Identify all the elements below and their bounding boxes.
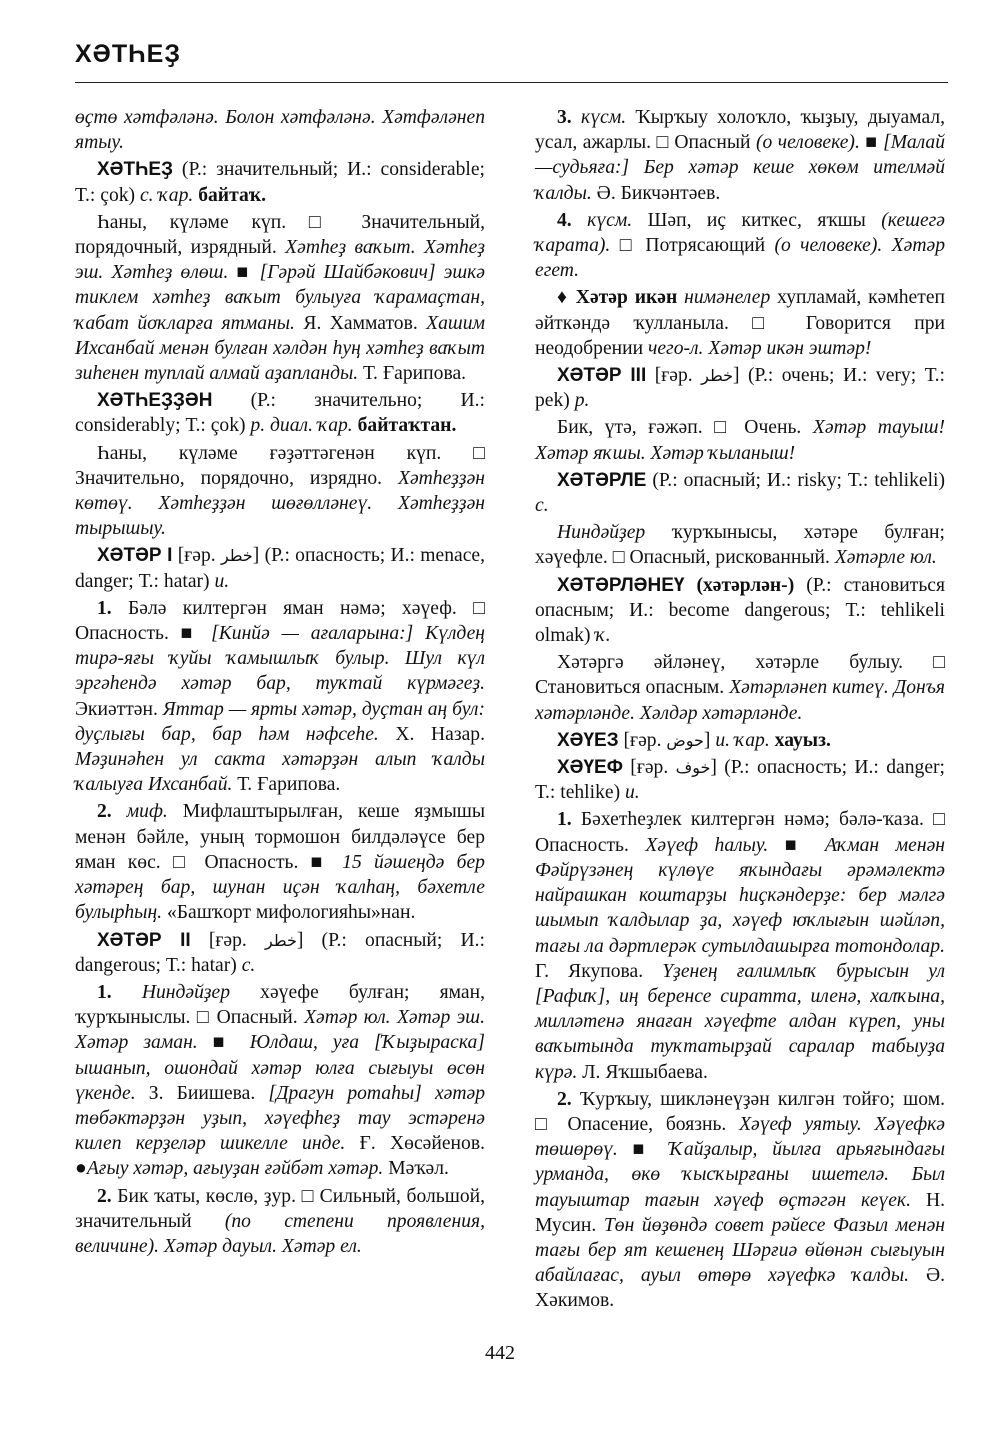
right-column-entry-4: ХӘТӘР III [ғәр. خطر] (Р.: очень; И.: very; Т.: pek) р. <box>535 365 945 412</box>
left-column-entry-11: 2. Бик ҡаты, көслө, ҙур. □ Сильный, большой, значительный (по степени проявления, величине). Хәтәр дауыл. Хәтәр ел. <box>75 1185 485 1257</box>
left-column <box>75 105 485 1261</box>
page-number: 442 <box>485 1342 515 1364</box>
right-column-entry-6: ХӘТӘРЛЕ (Р.: опасный; И.: risky; Т.: tehlikeli) с. <box>535 469 945 517</box>
left-column-entry-1: өҫтө хәтфәләнә. Болон хәтфәләнә. Хәтфәләнеп ятыу. <box>75 107 485 154</box>
right-column <box>535 105 945 1316</box>
left-column-entry-10: 1. Ниндәйҙер хәүефе булған; яман, ҡурҡыныслы. □ Опасный. Хәтәр юл. Хәтәр эш. Хәтәр заман. ■ Юлдаш, уға [Ҡыҙыраска] ышанып, ошондай хәтәр юлға сығыуы өсөн үкенде. З. Биишева. [Драгун ротаһы] хәтәр төбәктәрҙән уҙып, хәүефһеҙ тау эстәренә килеп керҙеләр шикелле инде. Ғ. Хөсәйенов. ●Ағыу хәтәр, ағыуҙан ғәйбәт хәтәр. Мәҡәл. <box>75 981 485 1180</box>
right-column-entry-13: 2. Ҡурҡыу, шикләнеүҙән килгән тойғо; шом. □ Опасение, боязнь. Хәүеф уятыу. Хәүефкә төшөрөү. ■ Ҡайҙалыр, йылға арьяғындағы урманда, өкө ҡысҡырғаны ишетелә. Был тауыштар тағын хәүеф өҫтәгән кеүек. Н. Мусин. Төн йөҙөндә совет рәйесе Фазыл менән тағы бер ят кешенең Шәрғиә өйөнән сығыуын абайлағас, ауыл өтөрө хәүефкә ҡалды. Ә. Хәкимов. <box>535 1088 946 1312</box>
right-column-entry-10: ХӘҮЕЗ [ғәр. حوض] и. ҡар. хауыз. <box>557 729 831 751</box>
right-column-entry-1: 3. күсм. Ҡырҡыу холоҡло, ҡыҙыу, дыуамал, усал, ажарлы. □ Опасный (о человеке). ■ [Малай —судьяға:] Бер хәтәр кеше хөкөм ителмәй ҡалды. Ә. Бикчәнтәев. <box>535 107 946 204</box>
right-column-entry-3: ♦ Хәтәр икән нимәнелер хупламай, кәмһетеп әйткәндә ҡулланыла. □ Говорится при неодобрении чего-л. Хәтәр икән эштәр! <box>535 287 946 359</box>
right-column-entry-7: Ниндәйҙер ҡурҡынысы, хәтәре булған; хәүефле. □ Опасный, рискованный. Хәтәрле юл. <box>535 522 945 569</box>
right-column-entry-5: Бик, үтә, ғәжәп. □ Очень. Хәтәр тауыш! Хәтәр яҡшы. Хәтәр ҡыланыш! <box>535 417 946 464</box>
header-rule <box>75 82 948 83</box>
right-column-entry-12: 1. Бәхетһеҙлек килтергән нәмә; бәлә-ҡаза. □ Опасность. Хәүеф һалыу. ■ Аҡман менән Фәйрүзәнең күлөүе яҡындағы әрәмәлектә найрашкан коштарҙы һиҫкәндерҙе: бер мәлгә шымып ҡалдылар ҙа, хәүеф юҡлығын шәйләп, тағы ла дәртлерәк сутылдашырға тотондолар. Г. Якупова. Үҙенең ғалимлыҡ бурысын ул [Рафиҡ], иң беренсе сиратта, иленә, халҡына, милләтенә янаған хәүефте алдан күреп, уны ваҡытында туҡтатырҙай саралар табыуҙа күрә. Л. Яҡшыбаева. <box>535 809 945 1083</box>
right-column-entry-11: ХӘҮЕФ [ғәр. خوف] (Р.: опасность; И.: danger; Т.: tehlike) и. <box>535 757 945 804</box>
left-column-entry-5: Һаны, күләме ғәҙәттәгенән күп. □ Значительно, порядочно, изрядно. Хәтһеҙҙән көтөү. Хәтһеҙҙән шөғөлләнеү. Хәтһеҙҙән тырышыу. <box>75 442 485 540</box>
left-column-entry-9: ХӘТӘР II [ғәр. خطر] (Р.: опасный; И.: dangerous; Т.: hatar) с. <box>75 929 485 976</box>
right-column-entry-2: 4. күсм. Шәп, иҫ киткес, яҡшы (кешегә ҡарата). □ Потрясающий (о человеке). Хәтәр егет. <box>535 209 945 282</box>
left-column-entry-6: ХӘТӘР I [ғәр. خطر] (Р.: опасность; И.: menace, danger; Т.: hatar) и. <box>75 545 485 592</box>
left-column-entry-4: ХӘТҺЕҘҘӘН (Р.: значительно; И.: considerably; Т.: çok) р. диал. ҡар. байтаҡтан. <box>75 390 485 437</box>
left-column-entry-8: 2. миф. Мифлаштырылған, кеше яҙмышы менән бәйле, уның тормошон билдәләүсе бер яман көс. □ Опасность. ■ 15 йәшеңдә бер хәтәрең бар, шунан иҫән ҡалһаң, бәхетле булырһың. «Башҡорт мифологияһы»нан. <box>75 801 485 924</box>
running-head: ХӘТҺЕҘ <box>75 40 181 68</box>
left-column-entry-3: Һаны, күләме күп. □ Значительный, порядочный, изрядный. Хәтһеҙ ваҡыт. Хәтһеҙ эш. Хәтһеҙ өлөш. ■ [Гәрәй Шайбәкович] эшкә тиклем хәтһеҙ ваҡыт булыуға ҡарамаҫтан, ҡабат йоҡларға ятманы. Я. Хамматов. Хашим Ихсанбай менән булған хәлдән һуң хәтһеҙ ваҡыт зиһенен туплай алмай аҙапланды. Т. Ғарипова. <box>75 211 485 385</box>
right-column-entry-9: Хәтәргә әйләнеү, хәтәрле булыу. □ Становиться опасным. Хәтәрләнеп китеү. Донъя хәтәрләнде. Хәлдәр хәтәрләнде. <box>535 652 945 724</box>
left-column-entry-2: ХӘТҺЕҘ (Р.: значительный; И.: considerable; Т.: çok) с. ҡар. байтаҡ. <box>75 159 485 206</box>
right-column-entry-8: ХӘТӘРЛӘНЕҮ (хәтәрлән-) (Р.: становиться опасным; И.: become dangerous; Т.: tehlikeli olmak) ҡ. <box>535 574 945 647</box>
left-column-entry-7: 1. Бәлә килтергән яман нәмә; хәүеф. □ Опасность. ■ [Кинйә — ағаларына:] Күлдең тирә-яғы ҡуйы ҡамышлыҡ булыр. Шул күл эргәһендә хәтәр бар, туҡтай күрмәгеҙ. Экиәттән. Яттар — ярты хәтәр, дуҫтан аң бул: дуҫлығы бар, бар һәм нәфсеһе. Х. Назар. Мәҙинәһен ул сакта хәтәрҙән алып ҡалды ҡалыуға Ихсанбай. Т. Ғарипова. <box>75 597 486 796</box>
